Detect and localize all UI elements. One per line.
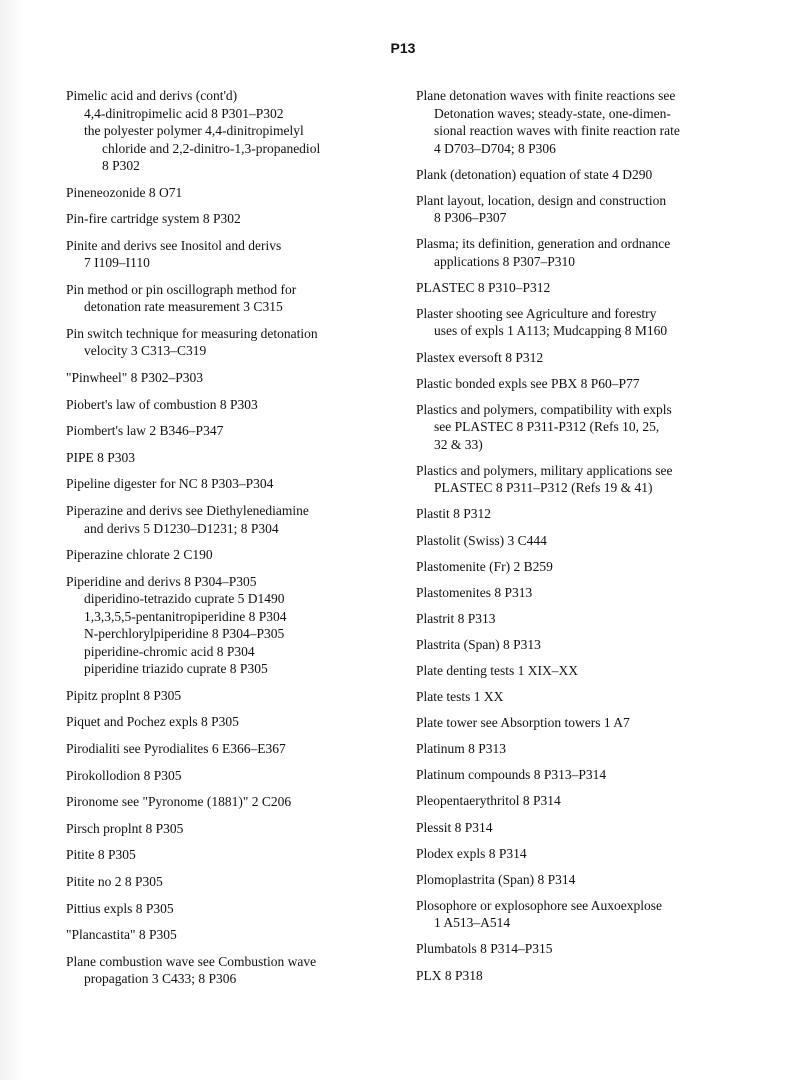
index-entry	[416, 845, 786, 863]
index-entry	[66, 873, 396, 891]
index-entry-subline: velocity 3 C313–C319	[84, 343, 207, 359]
index-entry	[416, 166, 786, 184]
index-entry-heading: Plastics and polymers, military applications see	[416, 462, 673, 478]
index-entry-heading: Plastrita (Span) 8 P313	[416, 636, 541, 652]
index-entry	[66, 475, 396, 493]
index-entry-heading: Plant layout, location, design and construction	[416, 192, 667, 208]
index-entry-subline: 8 P302	[102, 158, 140, 173]
index-entry-subline: uses of expls 1 A113; Mudcapping 8 M160	[434, 323, 668, 339]
index-entry-heading: Plate tower see Absorption towers 1 A7	[416, 715, 630, 731]
index-entry-heading: Pitite 8 P305	[66, 847, 136, 863]
index-entry-subline: N-perchlorylpiperidine 8 P304–P305	[84, 626, 285, 642]
index-entry-subline: 1,3,3,5,5-pentanitropiperidine 8 P304	[84, 608, 287, 624]
index-entry-heading: Pirokollodion 8 P305	[66, 767, 182, 783]
index-entry-heading: Plate tests 1 XX	[416, 689, 504, 705]
index-entry-heading: Pin-fire cartridge system 8 P302	[66, 211, 241, 227]
index-entry-subline: applications 8 P307–P310	[434, 253, 575, 269]
index-entry-heading: Plastit 8 P312	[416, 506, 492, 522]
index-entry-heading: Plodex expls 8 P314	[416, 845, 527, 861]
index-entry-heading: Pirodialiti see Pyrodialites 6 E366–E367	[66, 741, 286, 756]
index-entry-heading: Pipeline digester for NC 8 P303–P304	[66, 476, 274, 492]
index-entry-heading: Pin switch technique for measuring detonation	[66, 325, 318, 341]
index-entry	[416, 871, 786, 889]
index-entry-heading: Pittius expls 8 P305	[66, 900, 174, 916]
index-entry-heading: Plastex eversoft 8 P312	[416, 349, 544, 365]
index-entry	[416, 305, 786, 340]
index-entry-subline: see PLASTEC 8 P311-P312 (Refs 10, 25,	[434, 419, 660, 435]
index-entry	[416, 375, 786, 393]
index-entry	[416, 714, 786, 732]
index-entry-heading: Plank (detonation) equation of state 4 D290	[416, 166, 653, 182]
index-entry	[66, 926, 396, 944]
index-entry-heading: Platinum 8 P313	[416, 741, 507, 757]
index-entry-heading: "Pinwheel" 8 P302–P303	[66, 370, 204, 386]
index-entry	[66, 953, 396, 988]
scan-edge-shadow	[0, 0, 24, 1080]
index-entry-heading: "Plancastita" 8 P305	[66, 927, 177, 943]
index-entry-heading: PLX 8 P318	[416, 967, 483, 983]
index-entry-heading: Plastomenites 8 P313	[416, 584, 533, 600]
index-entry	[66, 281, 396, 316]
index-entry-heading: Pleopentaerythritol 8 P314	[416, 793, 561, 809]
index-entry-subline: 4 D703–D704; 8 P306	[434, 140, 556, 156]
index-entry-heading: Plane combustion wave see Combustion wave	[66, 953, 317, 969]
index-entry-heading: Piperazine chlorate 2 C190	[66, 547, 213, 563]
index-entry	[66, 325, 396, 360]
index-column-left	[66, 87, 396, 997]
index-entry-subline: propagation 3 C433; 8 P306	[84, 971, 237, 987]
index-entry	[416, 940, 786, 958]
index-entry-subline: 4,4-dinitropimelic acid 8 P301–P302	[84, 105, 284, 121]
index-entry-subline: PLASTEC 8 P311–P312 (Refs 19 & 41)	[434, 480, 653, 496]
index-entry-heading: Pinite and derivs see Inositol and derivs	[66, 237, 282, 253]
index-entry	[66, 767, 396, 785]
index-entry-subline: 1 A513–A514	[434, 915, 511, 931]
index-entry	[66, 87, 396, 175]
index-entry-subline: detonation rate measurement 3 C315	[84, 299, 283, 315]
index-entry	[416, 558, 786, 576]
index-entry	[66, 237, 396, 272]
index-entry	[416, 505, 786, 523]
index-entry-subline: sional reaction waves with finite reaction rate	[434, 123, 680, 138]
index-entry	[66, 449, 396, 467]
index-entry-heading: Piperazine and derivs see Diethylenediamine	[66, 503, 309, 519]
index-entry	[416, 610, 786, 628]
index-entry	[66, 900, 396, 918]
index-entry	[66, 820, 396, 838]
index-entry-heading: Piperidine and derivs 8 P304–P305	[66, 573, 257, 589]
index-entry-subline: piperidine triazido cuprate 8 P305	[84, 661, 268, 677]
index-entry-heading: Pineneozonide 8 O71	[66, 184, 183, 200]
index-entry	[416, 584, 786, 602]
index-entry-heading: Plate denting tests 1 XIX–XX	[416, 663, 578, 678]
index-entry-heading: Piombert's law 2 B346–P347	[66, 423, 224, 439]
index-entry	[416, 462, 786, 497]
index-entry	[66, 502, 396, 537]
index-entry-heading: Plosophore or explosophore see Auxoexplose	[416, 897, 662, 913]
index-entry-heading: Plastics and polymers, compatibility with expls	[416, 401, 672, 417]
index-entry	[66, 546, 396, 564]
index-entry-heading: Pin method or pin oscillograph method for	[66, 281, 297, 297]
index-entry	[416, 192, 786, 227]
index-entry-heading: Pipitz proplnt 8 P305	[66, 687, 182, 703]
index-entry	[416, 532, 786, 550]
index-entry	[416, 235, 786, 270]
index-entry-subline: diperidino-tetrazido cuprate 5 D1490	[84, 591, 285, 607]
index-entry	[416, 662, 786, 680]
index-entry	[66, 687, 396, 705]
index-entry	[416, 967, 786, 985]
index-entry	[66, 184, 396, 202]
index-entry-subline: piperidine-chromic acid 8 P304	[84, 643, 255, 659]
index-entry	[66, 713, 396, 731]
index-entry	[416, 401, 786, 454]
index-entry-heading: Platinum compounds 8 P313–P314	[416, 767, 607, 783]
index-entry-heading: Piquet and Pochez expls 8 P305	[66, 714, 239, 730]
index-entry	[66, 846, 396, 864]
index-entry-heading: Plastolit (Swiss) 3 C444	[416, 532, 547, 548]
index-entry-heading: Plastic bonded expls see PBX 8 P60–P77	[416, 375, 640, 391]
index-entry	[416, 688, 786, 706]
index-entry-subline: 7 I109–I110	[84, 255, 150, 271]
index-entry-heading: Piobert's law of combustion 8 P303	[66, 396, 258, 412]
index-entry	[66, 210, 396, 228]
index-entry-heading: Plastrit 8 P313	[416, 610, 496, 626]
index-entry	[416, 87, 786, 157]
index-entry-heading: PLASTEC 8 P310–P312	[416, 279, 551, 295]
index-entry-subline: 32 & 33)	[434, 436, 483, 452]
index-entry	[416, 349, 786, 367]
index-entry-subline: 8 P306–P307	[434, 210, 507, 226]
index-entry	[416, 792, 786, 810]
index-entry	[416, 766, 786, 784]
index-entry-heading: Plane detonation waves with finite reactions see	[416, 88, 676, 103]
index-entry-heading: Pirsch proplnt 8 P305	[66, 820, 184, 836]
index-entry	[66, 422, 396, 440]
index-entry	[66, 573, 396, 678]
page-number: P13	[390, 40, 416, 56]
index-entry	[66, 740, 396, 758]
index-entry-heading: Plessit 8 P314	[416, 819, 493, 835]
index-entry-subline: chloride and 2,2-dinitro-1,3-propanediol	[102, 140, 321, 156]
index-entry	[416, 279, 786, 297]
index-entry	[416, 636, 786, 654]
index-entry-heading: PIPE 8 P303	[66, 449, 136, 465]
index-entry-heading: Plumbatols 8 P314–P315	[416, 941, 553, 957]
index-entry-heading: Pitite no 2 8 P305	[66, 873, 163, 889]
index-entry-heading: Plastomenite (Fr) 2 B259	[416, 558, 553, 574]
index-entry	[66, 793, 396, 811]
index-entry-heading: Plasma; its definition, generation and ordnance	[416, 236, 671, 252]
index-entry-subline: and derivs 5 D1230–D1231; 8 P304	[84, 520, 279, 536]
index-entry	[66, 396, 396, 414]
index-entry-heading: Plaster shooting see Agriculture and forestry	[416, 305, 657, 321]
index-entry-subline: Detonation waves; steady-state, one-dimen-	[434, 105, 671, 121]
index-entry-heading: Pimelic acid and derivs (cont'd)	[66, 88, 238, 103]
index-entry	[416, 819, 786, 837]
index-entry-heading: Pironome see "Pyronome (1881)" 2 C206	[66, 794, 292, 810]
index-column-right	[416, 87, 786, 993]
index-entry	[66, 369, 396, 387]
index-entry	[416, 897, 786, 932]
index-entry-heading: Plomoplastrita (Span) 8 P314	[416, 871, 576, 887]
index-entry-subline: the polyester polymer 4,4-dinitropimelyl	[84, 123, 304, 138]
index-entry	[416, 740, 786, 758]
